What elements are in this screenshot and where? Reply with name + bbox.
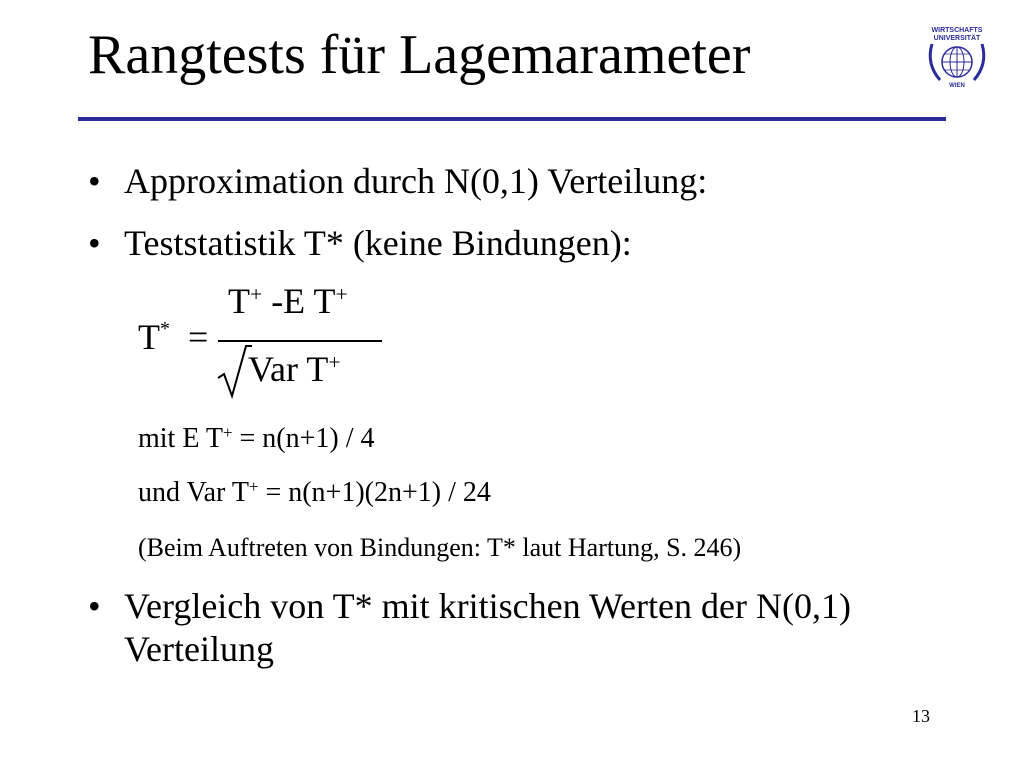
test-statistic-formula [138, 280, 398, 408]
fraction-bar [218, 340, 382, 342]
mean-definition: mit E T+ = n(n+1) / 4 [138, 422, 375, 454]
square-root-icon [216, 344, 252, 400]
formula-equals: = [188, 317, 209, 357]
bullet-dot: • [88, 161, 101, 201]
formula-denominator: Var T+ [248, 349, 341, 389]
page-number: 13 [912, 706, 930, 726]
bullet-dot: • [88, 586, 101, 626]
logo-text-2: UNIVERSITÄT [933, 35, 981, 42]
bullet-dot: • [88, 223, 101, 263]
bullet-text: Vergleich von T* mit kritischen Werten der N(0,1) Verteilung [124, 586, 851, 670]
formula-lhs: T* [138, 317, 170, 357]
bullet-teststatistik [88, 222, 632, 265]
slide-title: Rangtests für Lagemarameter [88, 24, 751, 86]
ties-note: (Beim Auftreten von Bindungen: T* laut Hartung, S. 246) [138, 533, 742, 562]
bullet-text: Approximation durch N(0,1) Verteilung: [124, 161, 708, 201]
bullet-text: Teststatistik T* (keine Bindungen): [124, 223, 632, 263]
variance-definition: und Var T+ = n(n+1)(2n+1) / 24 [138, 476, 491, 508]
university-logo [920, 24, 994, 90]
bullet-vergleich [88, 585, 924, 671]
bullet-approximation [88, 160, 707, 203]
logo-text-3: WIEN [949, 83, 965, 89]
formula-numerator: T+ -E T+ [228, 281, 348, 321]
logo-text-1: WIRTSCHAFTS [931, 27, 983, 34]
title-divider [78, 117, 946, 121]
